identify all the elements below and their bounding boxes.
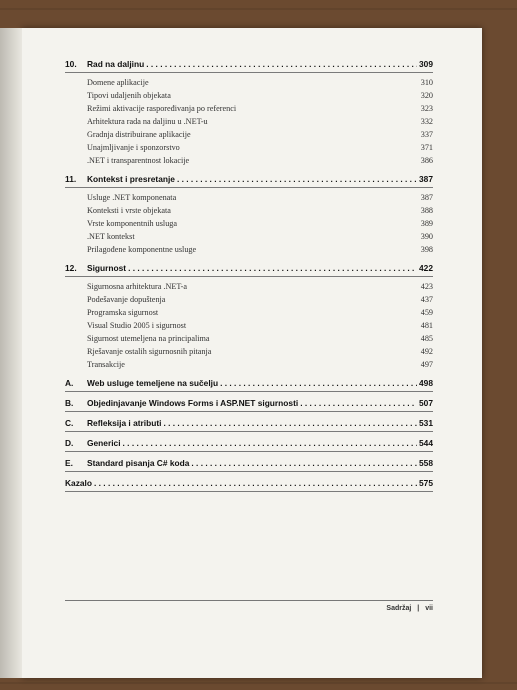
toc-chapter-row — [65, 417, 433, 430]
section-page-number: 485 — [420, 334, 433, 343]
dot-leader — [191, 457, 417, 470]
toc-chapter — [65, 457, 433, 472]
toc-section-row — [65, 306, 433, 319]
section-page-number: 398 — [420, 245, 433, 254]
chapter-rule — [65, 431, 433, 432]
section-title: Arhitektura rada na daljinu u .NET-u — [87, 117, 208, 126]
toc-chapter — [65, 397, 433, 412]
section-page-number: 320 — [420, 91, 433, 100]
chapter-page-number: 387 — [419, 174, 433, 184]
toc-chapter-row — [65, 457, 433, 470]
section-title: Režimi aktivacije raspoređivanja po referenci — [87, 104, 237, 113]
section-title: Vrste komponentnih usluga — [87, 219, 178, 228]
chapter-page-number: 309 — [419, 59, 433, 69]
toc-section-row — [65, 332, 433, 345]
toc-section-row — [65, 102, 433, 115]
chapter-number: B. — [65, 398, 74, 408]
chapter-number: 11. — [65, 174, 77, 184]
section-page-number: 423 — [420, 282, 433, 291]
section-title: Visual Studio 2005 i sigurnost — [87, 321, 187, 330]
toc-chapter — [65, 377, 433, 392]
chapter-rule — [65, 451, 433, 452]
dot-leader — [123, 437, 417, 450]
toc-section-row — [65, 115, 433, 128]
footer-section: Sadržaj — [386, 605, 412, 612]
chapter-title: Web usluge temeljene na sučelju — [87, 378, 219, 388]
toc-chapter-row — [65, 437, 433, 450]
chapter-number: 10. — [65, 59, 77, 69]
section-page-number: 337 — [420, 130, 433, 139]
chapter-rule — [65, 491, 433, 492]
chapter-number: D. — [65, 438, 74, 448]
section-title: Prilagođene komponentne usluge — [87, 245, 197, 254]
toc-section-row — [65, 141, 433, 154]
dot-leader — [128, 262, 417, 275]
section-title: .NET i transparentnost lokacije — [87, 156, 190, 165]
section-page-number: 389 — [420, 219, 433, 228]
chapter-page-number: 507 — [419, 398, 433, 408]
chapter-number: A. — [65, 378, 74, 388]
section-title: .NET kontekst — [87, 232, 135, 241]
table-of-contents — [65, 58, 433, 497]
toc-section-row — [65, 89, 433, 102]
section-page-number: 371 — [420, 143, 433, 152]
toc-section-row — [65, 217, 433, 230]
chapter-rule — [65, 391, 433, 392]
toc-section-row — [65, 243, 433, 256]
toc-section-row — [65, 280, 433, 293]
section-page-number: 386 — [420, 156, 433, 165]
chapter-number: 12. — [65, 263, 77, 273]
section-title: Tipovi udaljenih objekata — [87, 91, 171, 100]
toc-chapter-row — [65, 173, 433, 186]
page-footer — [65, 600, 433, 612]
toc-chapter — [65, 437, 433, 452]
section-title: Programska sigurnost — [87, 308, 159, 317]
footer-separator: | — [417, 605, 420, 612]
chapter-page-number: 575 — [419, 478, 433, 488]
toc-section-row — [65, 345, 433, 358]
section-title: Konteksti i vrste objekata — [87, 206, 171, 215]
section-page-number: 332 — [420, 117, 433, 126]
toc-chapter-row — [65, 377, 433, 390]
section-title: Podešavanje dopuštenja — [87, 295, 166, 304]
chapter-page-number: 422 — [419, 263, 433, 273]
toc-section-row — [65, 230, 433, 243]
toc-section-row — [65, 128, 433, 141]
section-title: Sigurnost utemeljena na principalima — [87, 334, 210, 343]
footer-text — [65, 605, 433, 612]
section-page-number: 323 — [420, 104, 433, 113]
section-title: Sigurnosna arhitektura .NET-a — [87, 282, 187, 291]
toc-section-row — [65, 204, 433, 217]
dot-leader — [94, 477, 417, 490]
section-page-number: 387 — [420, 193, 433, 202]
toc-chapter-row — [65, 477, 433, 490]
section-page-number: 492 — [420, 347, 433, 356]
chapter-number: E. — [65, 458, 73, 468]
chapter-rule — [65, 471, 433, 472]
chapter-page-number: 558 — [419, 458, 433, 468]
facing-page-edge — [0, 28, 22, 678]
dot-leader — [177, 173, 417, 186]
section-page-number: 459 — [420, 308, 433, 317]
toc-section-row — [65, 191, 433, 204]
section-page-number: 437 — [420, 295, 433, 304]
wood-grain — [0, 682, 517, 684]
chapter-title: Refleksija i atributi — [87, 418, 162, 428]
toc-chapter — [65, 173, 433, 256]
footer-page-number: vii — [425, 605, 433, 612]
chapter-title: Sigurnost — [87, 263, 127, 273]
chapter-title: Generici — [87, 438, 121, 448]
toc-chapter — [65, 58, 433, 167]
section-page-number: 390 — [420, 232, 433, 241]
chapter-title: Kazalo — [65, 478, 92, 488]
chapter-page-number: 498 — [419, 378, 433, 388]
toc-chapter-row — [65, 58, 433, 71]
chapter-title: Kontekst i presretanje — [87, 174, 175, 184]
toc-section-row — [65, 293, 433, 306]
toc-chapter-row — [65, 262, 433, 275]
toc-chapter-row — [65, 397, 433, 410]
toc-chapter — [65, 477, 433, 492]
section-page-number: 481 — [420, 321, 433, 330]
section-page-number: 388 — [420, 206, 433, 215]
chapter-rule — [65, 411, 433, 412]
toc-section-row — [65, 358, 433, 371]
section-title: Unajmljivanje i sponzorstvo — [87, 143, 180, 152]
chapter-rule — [65, 187, 433, 188]
dot-leader — [146, 58, 417, 71]
section-title: Usluge .NET komponenata — [87, 193, 177, 202]
section-page-number: 310 — [420, 78, 433, 87]
chapter-page-number: 531 — [419, 418, 433, 428]
chapter-page-number: 544 — [419, 438, 433, 448]
chapter-rule — [65, 72, 433, 73]
chapter-number: C. — [65, 418, 74, 428]
dot-leader — [163, 417, 417, 430]
section-title: Gradnja distribuirane aplikacije — [87, 130, 191, 139]
chapter-title: Objedinjavanje Windows Forms i ASP.NET sigurnosti — [87, 398, 299, 408]
section-title: Rješavanje ostalih sigurnosnih pitanja — [87, 347, 212, 356]
section-title: Transakcije — [87, 360, 125, 369]
chapter-title: Rad na daljinu — [87, 59, 145, 69]
toc-section-row — [65, 154, 433, 167]
section-page-number: 497 — [420, 360, 433, 369]
chapter-title: Standard pisanja C# koda — [87, 458, 190, 468]
section-title: Domene aplikacije — [87, 78, 149, 87]
chapter-rule — [65, 276, 433, 277]
toc-chapter — [65, 262, 433, 371]
toc-section-row — [65, 76, 433, 89]
dot-leader — [220, 377, 417, 390]
toc-chapter — [65, 417, 433, 432]
dot-leader — [300, 397, 417, 410]
toc-section-row — [65, 319, 433, 332]
wood-grain — [0, 8, 517, 10]
footer-rule — [65, 600, 433, 601]
